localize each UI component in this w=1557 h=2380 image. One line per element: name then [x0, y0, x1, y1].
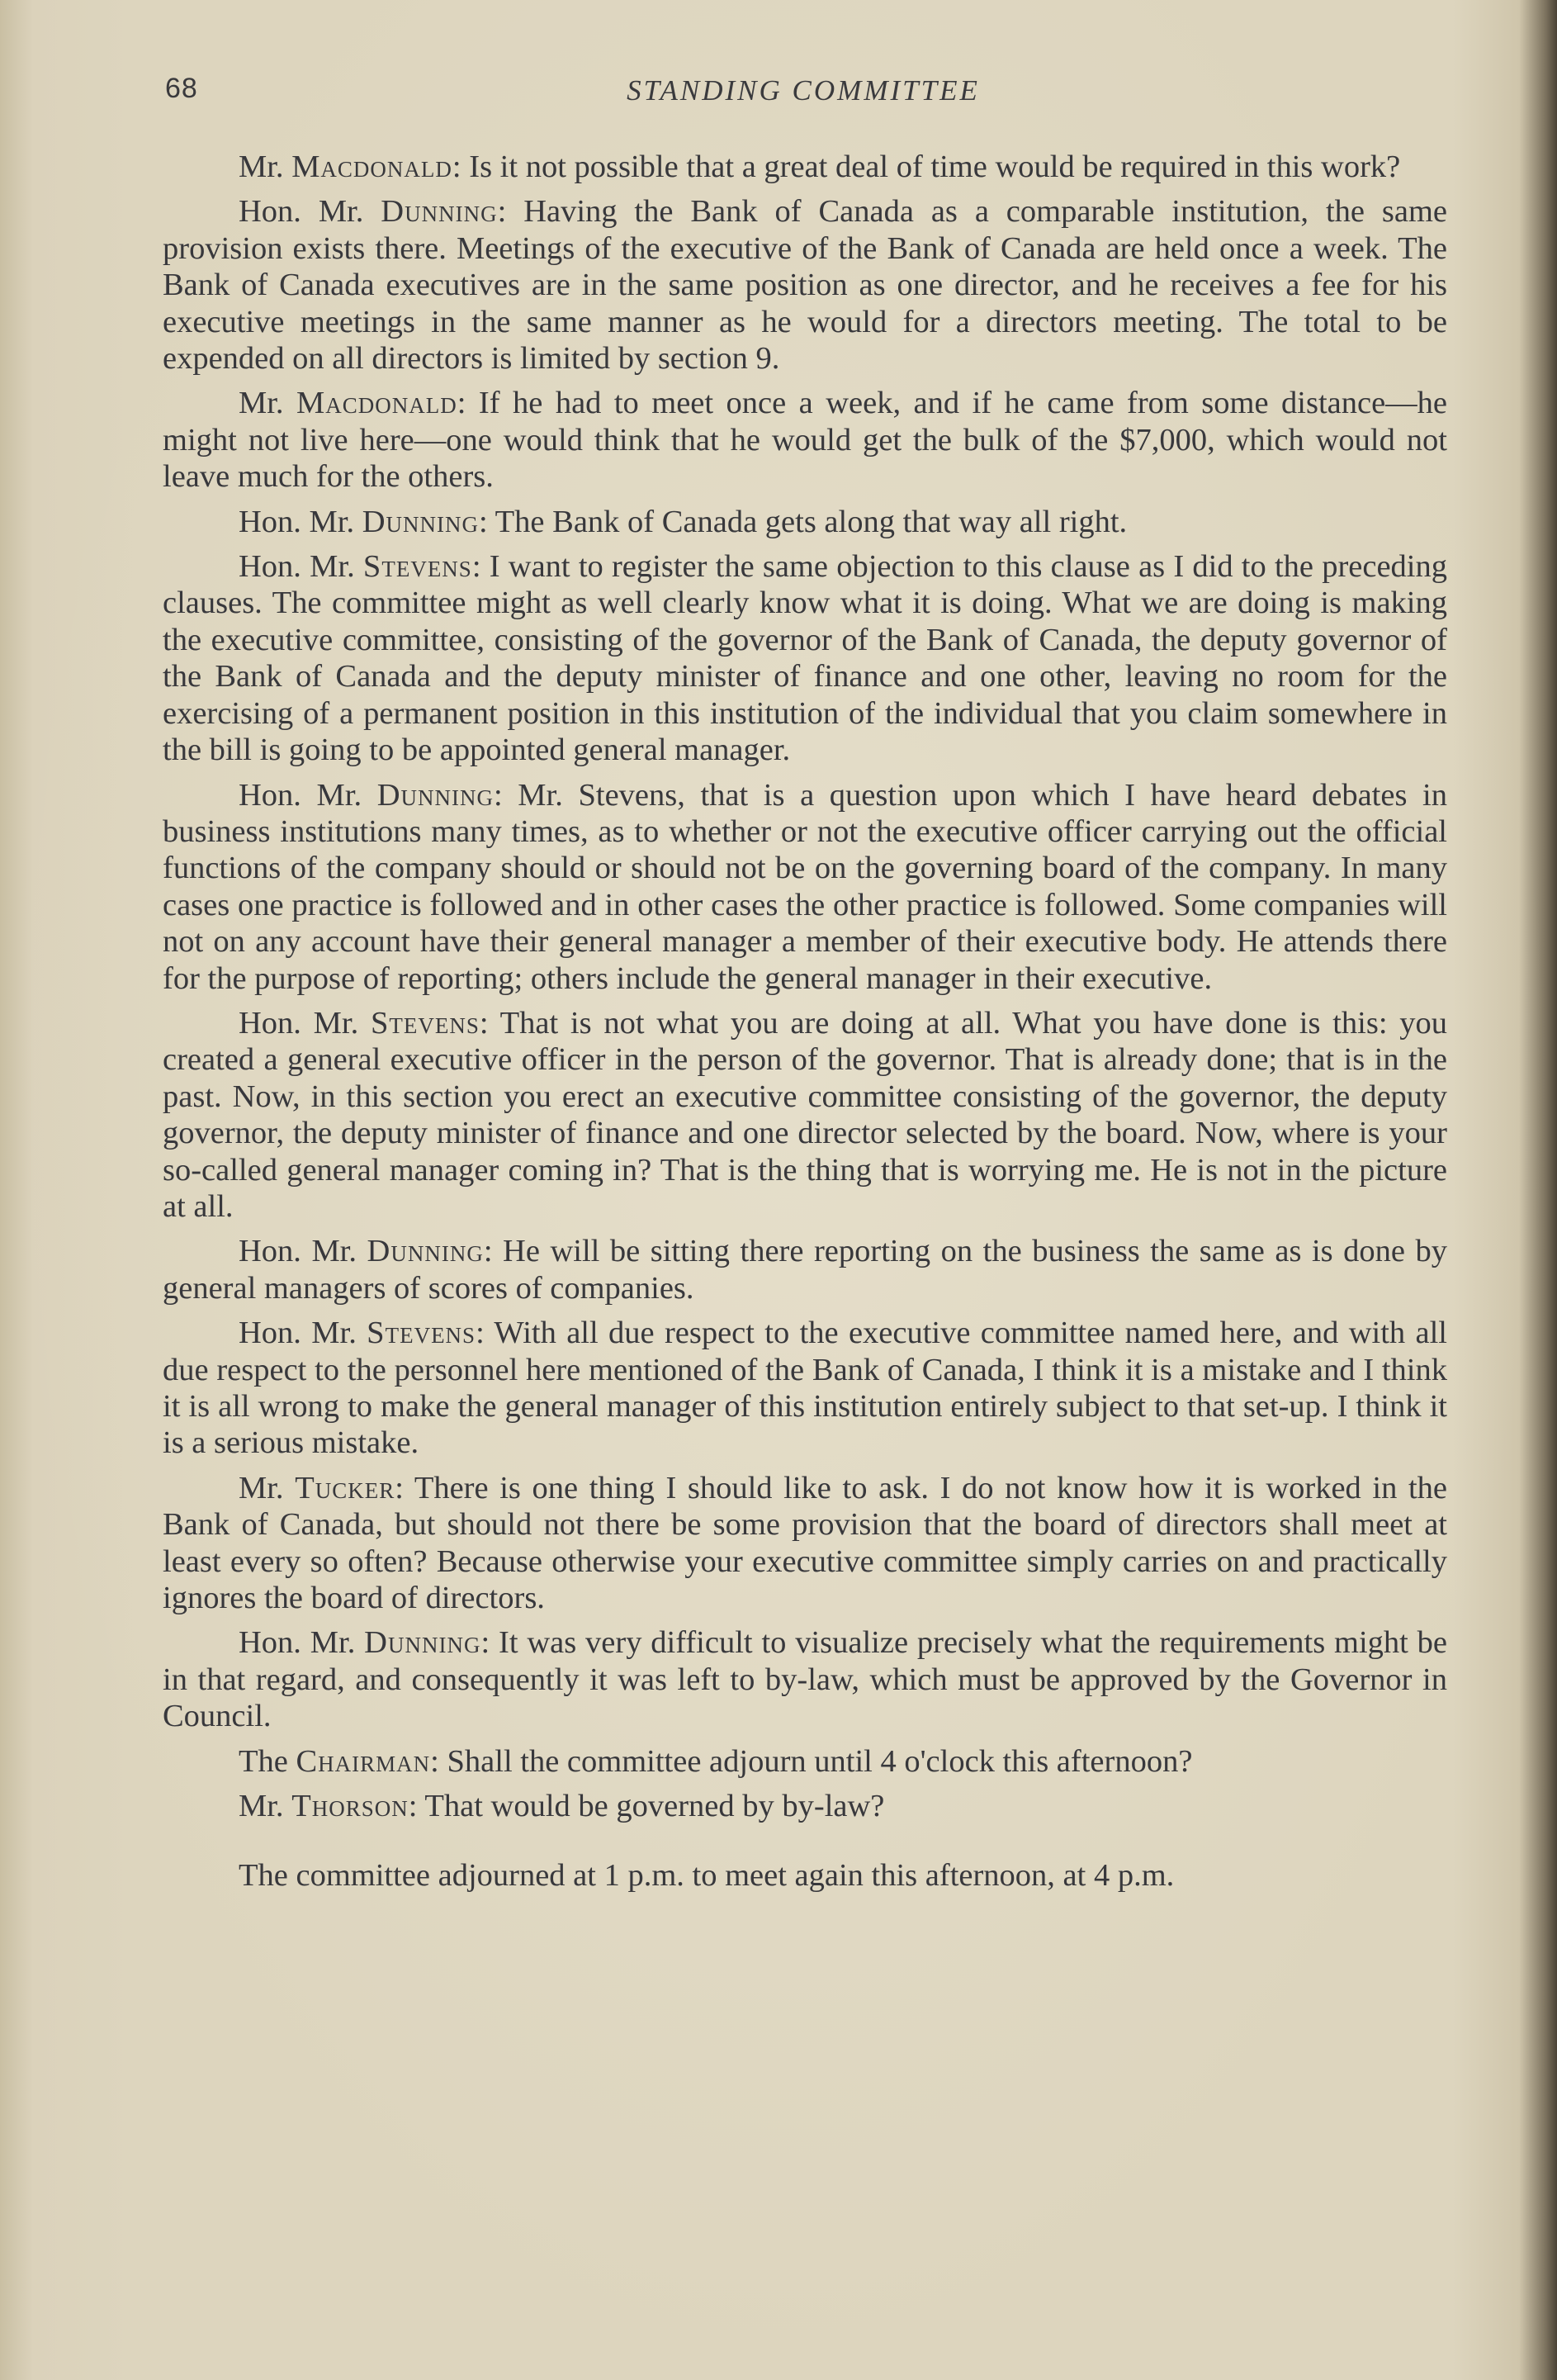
transcript-paragraph	[163, 1624, 1447, 1734]
transcript-paragraph	[163, 777, 1447, 997]
transcript-paragraph	[163, 193, 1447, 377]
speaker-name: Macdonald	[291, 149, 452, 184]
speaker-title: The	[239, 1743, 288, 1779]
speaker-title: Hon. Mr.	[239, 194, 364, 230]
speech-text: : It was very difficult to visualize precisely what the requirements might be in that regard, and consequently it was left to by-law, which must be approved by the Governor in Council.	[163, 1625, 1448, 1734]
speech-text: : The Bank of Canada gets along that way all right.	[479, 504, 1128, 539]
speaker-name: Dunning	[376, 777, 494, 813]
speaker-name: Dunning	[362, 504, 480, 539]
speaker-title: Hon. Mr.	[239, 504, 355, 539]
speaker-title: Mr.	[239, 386, 284, 421]
adjournment-note: The committee adjourned at 1 p.m. to meet again this afternoon, at 4 p.m.	[239, 1858, 1175, 1894]
speaker-title: Mr.	[239, 149, 284, 184]
speech-text: : I want to register the same objection to this clause as I did to the preceding clauses. The committee might as well clearly know what it is doing. What we are doing is making the executive committee, consisting of the governor of the Bank of Canada, the deputy governor of the Bank of Canada and the deputy minister of finance and one other, leaving no room for the exercising of a permanent position in this institution of the individual that you claim somewhere in the bill is going to be appointed general manager.	[163, 549, 1447, 768]
speech-text: : Having the Bank of Canada as a comparable institution, the same provision exists there. Meetings of the executive of the Bank of Canada are held once a week. The Bank of Canada executives are in the same position as one director, and he receives a fee for his executive meetings in the same manner as he would for a directors meeting. The total to be expended on all directors is limited by section 9.	[163, 194, 1447, 377]
speech-text: : There is one thing I should like to ask. I do not know how it is worked in the Bank of Canada, but should not there be some provision that the board of directors shall meet at least every so often? Because otherwise your executive committee simply carries on and practically ignores the board of directors.	[163, 1470, 1448, 1616]
speaker-name: Dunning	[381, 194, 498, 230]
speaker-name: Dunning	[367, 1234, 484, 1269]
speaker-name: Stevens	[362, 549, 472, 585]
page-number: 68	[165, 73, 198, 104]
speech-text: : That is not what you are doing at all. What you have done is this: you created a general executive officer in the person of the governor. That is already done; that is in the past. Now, in this section you erect an executive committee consisting of the governor, the deputy governor, the deputy minister of finance and one director selected by the board. Now, where is your so-called general manager coming in? That is the thing that is worrying me. He is not in the picture at all.	[163, 1005, 1448, 1224]
speaker-name: Stevens	[370, 1005, 480, 1041]
speaker-title: Hon. Mr.	[239, 777, 362, 813]
speaker-title: Hon. Mr.	[239, 1234, 357, 1269]
speaker-title: Mr.	[239, 1470, 284, 1505]
page-header	[165, 73, 1441, 114]
transcript-paragraph	[163, 1315, 1447, 1462]
transcript-body	[163, 149, 1447, 1903]
speaker-title: Hon. Mr.	[239, 1005, 359, 1041]
speech-text: : If he had to meet once a week, and if he came from some distance—he might not live here—one would think that he would get the bulk of the $7,000, which would not leave much for the others.	[163, 386, 1448, 495]
transcript-paragraph	[163, 1743, 1447, 1780]
speech-text: : With all due respect to the executive committee named here, and with all due respect to the personnel here mentioned of the Bank of Canada, I think it is a mistake and I think it is all wrong to make the general manager of this institution entirely subject to that set-up. I think it is a serious mistake.	[163, 1316, 1448, 1461]
speaker-title: Mr.	[239, 1789, 284, 1824]
speech-text: : That would be governed by by-law?	[408, 1789, 885, 1824]
speaker-title: Hon. Mr.	[239, 1625, 356, 1661]
transcript-paragraph	[163, 1788, 1447, 1824]
speech-text: : Shall the committee adjourn until 4 o'clock this afternoon?	[430, 1743, 1193, 1779]
speaker-name: Tucker	[295, 1470, 395, 1505]
speaker-name: Chairman	[296, 1743, 431, 1779]
speaker-name: Macdonald	[296, 386, 457, 421]
transcript-paragraph	[163, 385, 1447, 495]
speaker-title: Hon. Mr.	[239, 1316, 357, 1351]
transcript-paragraph	[163, 149, 1447, 185]
speech-text: : He will be sitting there reporting on the business the same as is done by general managers of scores of companies.	[163, 1234, 1448, 1306]
running-head: STANDING COMMITTEE	[627, 74, 980, 107]
transcript-paragraph	[163, 1470, 1447, 1617]
transcript-paragraph	[163, 1233, 1447, 1306]
speaker-title: Hon. Mr.	[239, 549, 355, 585]
transcript-paragraph	[163, 548, 1447, 768]
speech-text: : Is it not possible that a great deal of time would be required in this work?	[452, 149, 1401, 184]
speech-text: : Mr. Stevens, that is a question upon which I have heard debates in business institutions many times, as to whether or not the executive officer carrying out the official functions of the company should or should not be on the governing board of the company. In many cases one practice is followed and in other cases the other practice is followed. Some companies will not on any account have their general manager a member of their executive body. He attends there for the purpose of reporting; others include the general manager in their executive.	[163, 777, 1447, 996]
speaker-name: Thorson	[291, 1789, 409, 1824]
speaker-name: Stevens	[367, 1316, 476, 1351]
transcript-paragraph	[163, 504, 1447, 540]
speaker-name: Dunning	[364, 1625, 481, 1661]
transcript-paragraph	[163, 1005, 1447, 1225]
